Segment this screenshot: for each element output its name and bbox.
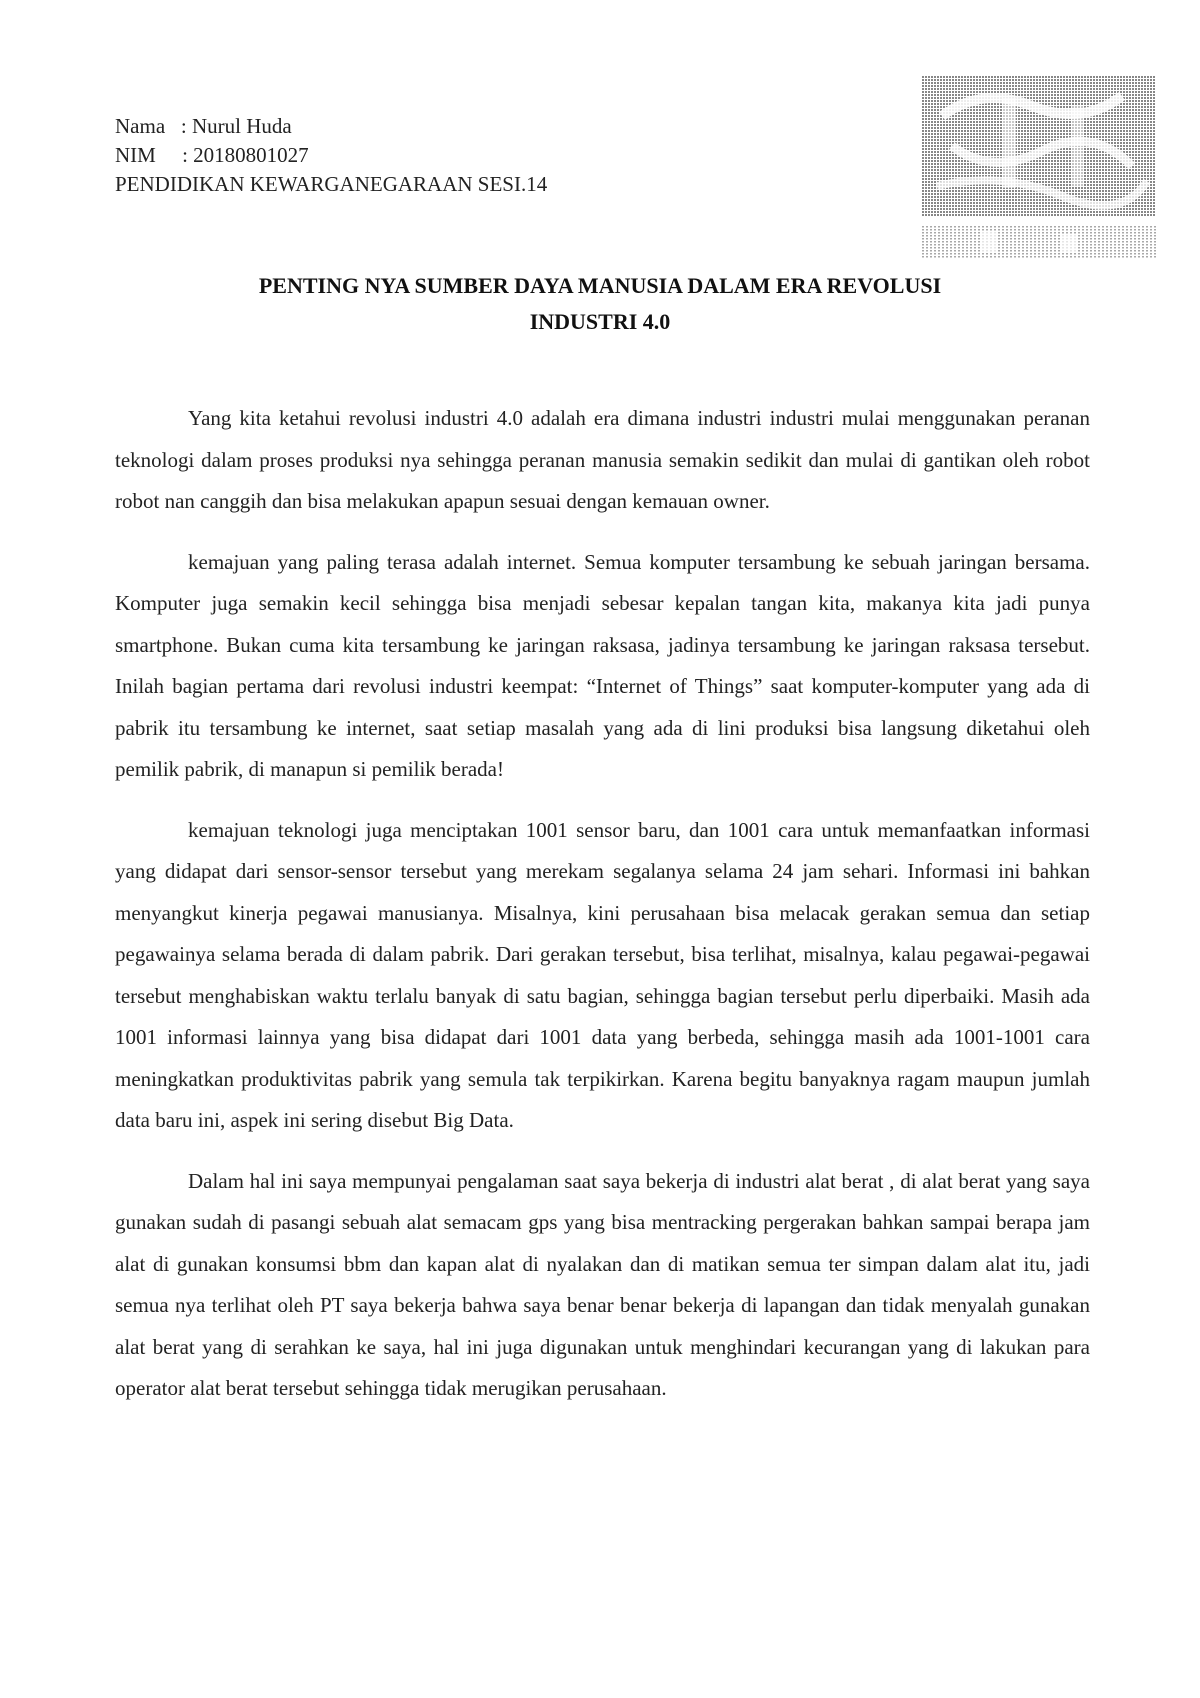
student-nim: NIM : 20180801027 (115, 143, 309, 167)
student-info (115, 112, 547, 199)
student-name: Nama : Nurul Huda (115, 114, 292, 138)
document-title (115, 268, 1085, 340)
title-line-2: INDUSTRI 4.0 (529, 309, 671, 334)
course-name: PENDIDIKAN KEWARGANEGARAAN SESI.14 (115, 172, 548, 196)
document-body (115, 398, 1090, 1429)
paragraph: kemajuan teknologi juga menciptakan 1001 sensor baru, dan 1001 cara untuk memanfaatkan informasi yang didapat dari sensor-sensor tersebut yang merekam segalanya selama 24 jam sehari. Informasi ini bahkan menyangkut kinerja pegawai manusianya. Misalnya, kini perusahaan bisa melacak gerakan semua dan setiap pegawainya selama berada di dalam pabrik. Dari gerakan tersebut, bisa terlihat, misalnya, kalau pegawai-pegawai tersebut menghabiskan waktu terlalu banyak di satu bagian, sehingga bagian tersebut perlu diperbaiki. Masih ada 1001 informasi lainnya yang bisa didapat dari 1001 data yang berbeda, sehingga masih ada 1001-1001 cara meningkatkan produktivitas pabrik yang semula tak terpikirkan. Karena begitu banyaknya ragam maupun jumlah data baru ini, aspek ini sering disebut Big Data. (115, 817, 1090, 1132)
title-line-1: PENTING NYA SUMBER DAYA MANUSIA DALAM ERA REVOLUSI (258, 273, 942, 298)
paragraph: Yang kita ketahui revolusi industri 4.0 adalah era dimana industri industri mulai menggunakan peranan teknologi dalam proses produksi nya sehingga peranan manusia semakin sedikit dan mulai di gantikan oleh robot robot nan canggih dan bisa melakukan apapun sesuai dengan kemauan owner. (115, 406, 1090, 513)
university-logo-icon (922, 76, 1156, 258)
paragraph: kemajuan yang paling terasa adalah internet. Semua komputer tersambung ke sebuah jaringan bersama. Komputer juga semakin kecil sehingga bisa menjadi sebesar kepalan tangan kita, makanya kita jadi punya smartphone. Bukan cuma kita tersambung ke jaringan raksasa, jadinya tersambung ke jaringan raksasa tersebut. Inilah bagian pertama dari revolusi industri keempat: “Internet of Things” saat komputer-komputer yang ada di pabrik itu tersambung ke internet, saat setiap masalah yang ada di lini produksi bisa langsung diketahui oleh pemilik pabrik, di manapun si pemilik berada! (115, 549, 1090, 781)
paragraph: Dalam hal ini saya mempunyai pengalaman saat saya bekerja di industri alat berat , di alat berat yang saya gunakan sudah di pasangi sebuah alat semacam gps yang bisa mentracking pergerakan bahkan sampai berapa jam alat di gunakan konsumsi bbm dan kapan alat di nyalakan dan di matikan semua ter simpan dalam alat itu, jadi semua nya terlihat oleh PT saya bekerja bahwa saya benar benar bekerja di lapangan dan tidak menyalah gunakan alat berat yang di serahkan ke saya, hal ini juga digunakan untuk menghindari kecurangan yang di lakukan para operator alat berat tersebut sehingga tidak merugikan perusahaan. (115, 1168, 1090, 1400)
